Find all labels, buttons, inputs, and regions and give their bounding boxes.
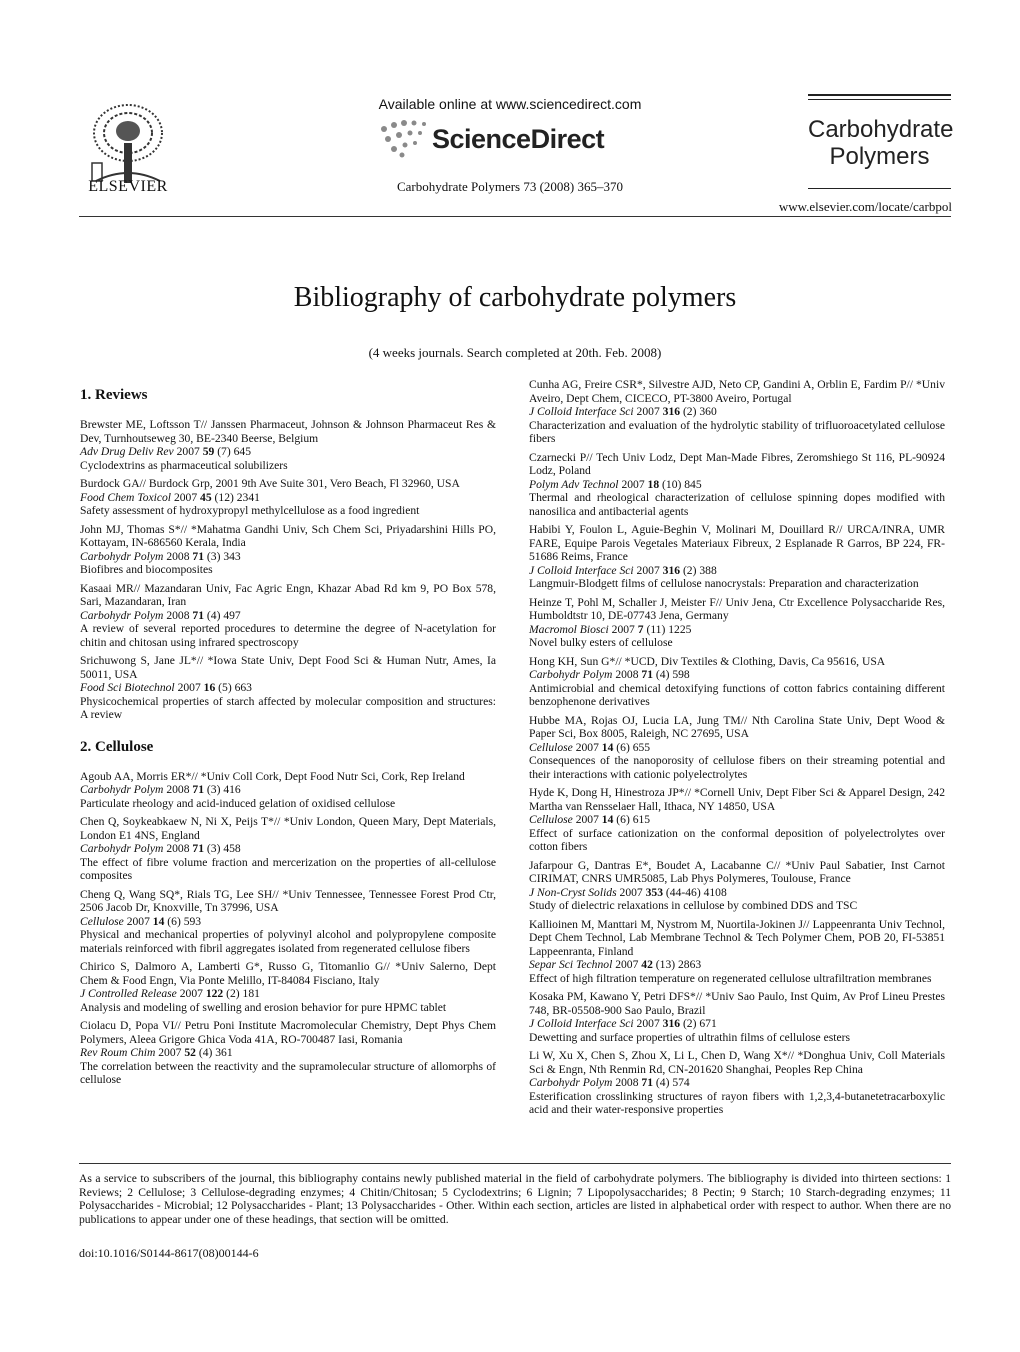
entry-title: Safety assessment of hydroxypropyl methylcellulose as a food ingredient [80, 504, 420, 517]
entry-pages: (10) 845 [662, 477, 702, 491]
bibliography-entry [529, 859, 945, 913]
footer-note: As a service to subscribers of the journal, this bibliography contains newly published material in the field of carbohydrate polymers. The bibliography is divided into thirteen sections: 1 Reviews; 2 Cellulose; 3 Cellulose-degrading enzymes; 4 Chitin/Chitosan; 5 Cyclodextrins; 6 Lignin; 7 Lipopolysaccharides; 8 Pectin; 9 Starch; 10 Starch-degrading enzymes; 11 Polysaccharides - Microbial; 12 Polysaccharides - Plant; 13 Polysaccharides - Other. Within each section, articles are listed in alphabetical order with respect to author. When there are no publications to appear under one of these headings, that section will be omitted. [79, 1172, 951, 1226]
entry-source[interactable] [80, 491, 496, 505]
entry-pages: (3) 416 [206, 783, 241, 796]
entry-pages: (2) 360 [682, 405, 717, 418]
entry-source[interactable] [529, 623, 945, 637]
entry-volume: 316 [662, 563, 681, 577]
entry-title: Effect of surface cationization on the conformal deposition of polyelectrolytes over cotton fibers [529, 826, 945, 853]
entry-source[interactable] [80, 783, 496, 797]
entry-volume: 45 [200, 490, 212, 504]
journal-url-link[interactable]: www.elsevier.com/locate/carbpol [778, 199, 952, 214]
bibliography-entry [80, 770, 496, 811]
entry-year: 2007 [575, 740, 599, 754]
bibliography-entry [529, 714, 945, 782]
journal-name-line1: Carbohydrate [808, 116, 954, 143]
journal-name-logo [808, 116, 954, 170]
entry-pages: (44-46) 4108 [665, 885, 727, 899]
entry-authors: Hubbe MA, Rojas OJ, Lucia LA, Jung TM// Nth Carolina State Univ, Dept Wood & Paper Sci, Box 8005, Raleigh, NC 27695, USA [529, 713, 945, 740]
reviews-entry-list [80, 418, 496, 722]
entry-volume: 14 [152, 914, 165, 928]
entry-journal: Cellulose [529, 740, 573, 754]
journal-citation: Carbohydrate Polymers 73 (2008) 365–370 [396, 179, 624, 194]
entry-source[interactable] [80, 550, 496, 564]
entry-volume: 59 [202, 445, 215, 458]
entry-authors: Heinze T, Pohl M, Schaller J, Meister F// Univ Jena, Ctr Excellence Polysaccharide Res, Humboldtstr 10, DE-07743 Jena, Germany [529, 595, 945, 622]
entry-journal: Carbohydr Polym [80, 842, 164, 855]
bibliography-entry [80, 888, 496, 956]
bibliography-entry [80, 477, 496, 518]
entry-volume: 353 [645, 885, 663, 899]
entry-journal: Rev Roum Chim [80, 1046, 156, 1059]
entry-pages: (4) 497 [206, 608, 241, 622]
entry-source[interactable] [529, 405, 945, 419]
entry-title: Thermal and rheological characterization of cellulose spinning dopes modified with nanosilica and antibacterial agents [529, 491, 945, 518]
entry-journal: Adv Drug Deliv Rev [80, 445, 174, 458]
entry-journal: Cellulose [529, 813, 573, 826]
entry-title: Particulate rheology and acid-induced gelation of oxidised cellulose [80, 796, 396, 810]
bibliography-entry [529, 655, 945, 709]
bibliography-entry [529, 451, 945, 519]
page-subtitle: (4 weeks journals. Search completed at 20th. Feb. 2008) [368, 345, 662, 360]
bibliography-entry [80, 418, 496, 472]
entry-authors: Burdock GA// Burdock Grp, 2001 9th Ave Suite 301, Vero Beach, Fl 32960, USA [80, 477, 460, 490]
footer-divider [79, 1163, 951, 1164]
entry-title: Consequences of the nanoporosity of cellulose fibers on their streaming potential and their interactions with cationic polyelectrolytes [529, 754, 945, 781]
entry-authors: Czarnecki P// Tech Univ Lodz, Dept Man-Made Fibres, Zeromshiego St 116, PL-90924 Lodz, Poland [529, 450, 945, 477]
entry-source[interactable] [529, 478, 945, 492]
bibliography-entry [80, 654, 496, 722]
entry-authors: Hyde K, Dong H, Hinestroza JP*// *Cornell Univ, Dept Fiber Sci & Apparel Design, 242 Martha van Rensselaer Hall, Ithaca, NY 14850, USA [529, 786, 945, 813]
entry-year: 2007 [621, 477, 645, 491]
entry-pages: (11) 1225 [646, 622, 692, 636]
entry-pages: (4) 361 [198, 1046, 233, 1059]
entry-authors: Cheng Q, Wang SQ*, Rials TG, Lee SH// *Univ Tennessee, Tennessee Forest Prod Ctr, 2506 Jacob Dr, Knoxville, Tn 37996, USA [80, 887, 496, 914]
entry-journal: Cellulose [80, 914, 124, 928]
entry-journal: Food Sci Biotechnol [80, 681, 175, 694]
entry-title: The correlation between the reactivity and the supramolecular structure of allomorphs of cellulose [80, 1059, 496, 1086]
entry-year: 2007 [636, 405, 660, 418]
entry-volume: 316 [662, 405, 681, 418]
entry-journal: J Colloid Interface Sci [529, 405, 634, 418]
entry-title: Biofibres and biocomposites [80, 563, 213, 576]
entry-authors: Chirico S, Dalmoro A, Lamberti G*, Russo G, Titomanlio G// *Univ Salerno, Dept Chem & Food Engn, Via Ponte Melillo, IT-84084 Fisciano, Italy [80, 960, 496, 987]
entry-authors: Kasaai MR// Mazandaran Univ, Fac Agric Engn, Khazar Abad Rd km 9, PO Box 578, Sari, Mazandaran, Iran [80, 581, 496, 608]
bibliography-entry [80, 523, 496, 577]
entry-authors: Li W, Xu X, Chen S, Zhou X, Li L, Chen D, Wang X*// *Donghua Univ, Coll Materials Sci & Engn, Nth Renmin Rd, CN-201620 Shanghai, Peoples Rep China [529, 1049, 945, 1076]
doi-link[interactable]: doi:10.1016/S0144-8617(08)00144-6 [79, 1246, 259, 1260]
entry-year: 2007 [636, 1017, 660, 1030]
bibliography-entry [529, 596, 945, 650]
available-online-text[interactable]: Available online at www.sciencedirect.com [378, 96, 642, 112]
entry-pages: (2) 671 [682, 1017, 717, 1030]
journal-box-rule [808, 99, 951, 100]
entry-authors: Jafarpour G, Dantras E*, Boudet A, Lacabanne C// *Univ Paul Sabatier, Inst Carnot CIRIMAT, CNRS UMR5085, Lab Phys Polymeres, Toulouse, France [529, 858, 945, 885]
publisher-logo-text: ELSEVIER [88, 178, 168, 195]
entry-title: Esterification crosslinking structures of rayon fibers with 1,2,3,4-butanetetracarboxylic acid and their water-responsive properties [529, 1089, 945, 1116]
entry-title: Dewetting and surface properties of ultrathin films of cellulose esters [529, 1030, 850, 1044]
cellulose-entry-list-left [80, 770, 496, 1087]
entry-year: 2007 [179, 987, 203, 1000]
entry-pages: (6) 593 [167, 914, 202, 928]
bibliography-entry [529, 786, 945, 854]
entry-source[interactable] [80, 445, 496, 459]
entry-source[interactable] [529, 813, 945, 827]
entry-title: Physicochemical properties of starch affected by molecular composition and structures: A review [80, 694, 496, 721]
entry-journal: J Controlled Release [80, 987, 177, 1000]
journal-name-line2: Polymers [829, 143, 930, 170]
entry-authors: Hong KH, Sun G*// *UCD, Div Textiles & Clothing, Davis, Ca 95616, USA [529, 654, 886, 668]
entry-year: 2007 [615, 958, 639, 971]
entry-year: 2007 [575, 813, 599, 826]
entry-title: Langmuir-Blodgett films of cellulose nanocrystals: Preparation and characterization [529, 577, 919, 590]
bibliography-entry [529, 918, 945, 986]
entry-authors: Chen Q, Soykeabkaew N, Ni X, Peijs T*// *Univ London, Queen Mary, Dept Materials, London E1 4NS, England [80, 815, 496, 842]
entry-volume: 18 [647, 477, 660, 491]
entry-pages: (3) 343 [206, 549, 241, 563]
entry-volume: 316 [662, 1017, 681, 1030]
entry-year: 2007 [177, 681, 201, 694]
entry-authors: Habibi Y, Foulon L, Aguie-Beghin V, Molinari M, Douillard R// URCA/INRA, UMR FARE, Equipe Parois Vegetales Materiaux Fibreux, 2 Esplanade R Garros, BP 224, FR-51686 Reims, France [529, 523, 945, 563]
entry-pages: (4) 598 [655, 668, 690, 681]
entry-source[interactable] [80, 915, 496, 929]
entry-pages: (6) 655 [616, 740, 651, 754]
entry-authors: Ciolacu D, Popa VI// Petru Poni Institute Macromolecular Chemistry, Dept Phys Chem Polymers, Aleea Grigore Ghica Voda 41A, RO-700487 Iasi, Romania [80, 1019, 496, 1046]
entry-volume: 71 [192, 549, 204, 563]
entry-source[interactable] [529, 958, 945, 972]
bibliography-entry [80, 582, 496, 650]
entry-source[interactable] [80, 609, 496, 623]
entry-volume: 42 [641, 958, 653, 971]
entry-authors: Kallioinen M, Manttari M, Nystrom M, Nuortila-Jokinen J// Lappeenranta Univ Technol, Dept Chem Technol, Lab Membrane Technol & Tech Polymer Chem, POB 20, FI-53851 Lappeenranta, Finland [529, 917, 945, 958]
entry-journal: Carbohydr Polym [80, 783, 164, 796]
entry-source[interactable] [529, 1076, 945, 1090]
left-column [80, 378, 496, 1092]
entry-authors: Cunha AG, Freire CSR*, Silvestre AJD, Neto CP, Gandini A, Orblin E, Fardim P// *Univ Aveiro, Dept Chem, CICECO, PT-3800 Aveiro, Portugal [529, 378, 945, 405]
page-title: Bibliography of carbohydrate polymers [293, 282, 737, 313]
bibliography-entry [80, 1019, 496, 1087]
entry-volume: 16 [203, 681, 216, 694]
entry-authors: Agoub AA, Morris ER*// *Univ Coll Cork, Dept Food Nutr Sci, Cork, Rep Ireland [80, 769, 465, 783]
entry-source[interactable] [80, 681, 496, 695]
entry-title: Effect of high filtration temperature on regenerated cellulose ultrafiltration membranes [529, 971, 932, 985]
entry-journal: Separ Sci Technol [529, 958, 613, 971]
entry-journal: J Non-Cryst Solids [529, 885, 617, 899]
entry-title: Study of dielectric relaxations in cellulose by combined DDS and TSC [529, 899, 858, 912]
entry-pages: (7) 645 [217, 445, 251, 458]
entry-title: Characterization and evaluation of the hydrolytic stability of trifluoroacetylated cellulose fibers [529, 418, 945, 445]
section-title-cellulose: 2. Cellulose [80, 738, 154, 755]
sciencedirect-logo-text: ScienceDirect [432, 124, 605, 154]
bibliography-entry [529, 990, 945, 1044]
entry-journal: Macromol Biosci [529, 622, 609, 636]
entry-pages: (3) 458 [206, 842, 241, 855]
entry-source[interactable] [80, 987, 496, 1001]
entry-source[interactable] [529, 886, 945, 900]
entry-year: 2007 [176, 445, 200, 458]
entry-volume: 71 [641, 668, 653, 681]
entry-authors: Brewster ME, Loftsson T// Janssen Pharmaceut, Johnson & Johnson Pharmaceut Res & Dev, Turnhoutseweg 30, BE-2340 Beerse, Belgium [80, 418, 496, 445]
entry-title: Physical and mechanical properties of polyvinyl alcohol and polypropylene composite materials reinforced with fibril aggregates isolated from regenerated cellulose fibers [80, 928, 496, 955]
entry-year: 2007 [619, 885, 643, 899]
entry-year: 2007 [611, 622, 635, 636]
entry-authors: Kosaka PM, Kawano Y, Petri DFS*// *Univ Sao Paulo, Inst Quim, Av Prof Lineu Prestes 748, BR-05508-900 Sao Paulo, Brazil [529, 990, 945, 1017]
cellulose-entry-list-right [529, 378, 945, 1117]
journal-box-rule [808, 188, 951, 189]
entry-title: Antimicrobial and chemical detoxifying functions of cotton fabrics containing different benzophenone derivatives [529, 681, 945, 708]
entry-year: 2008 [615, 668, 639, 681]
entry-journal: J Colloid Interface Sci [529, 1017, 634, 1030]
entry-source[interactable] [80, 842, 496, 856]
entry-volume: 71 [641, 1076, 653, 1089]
entry-source[interactable] [529, 564, 945, 578]
entry-source[interactable] [80, 1046, 496, 1060]
entry-journal: J Colloid Interface Sci [529, 563, 634, 577]
entry-volume: 52 [184, 1046, 196, 1059]
journal-box-rule [808, 94, 951, 96]
bibliography-entry [529, 523, 945, 591]
entry-title: Analysis and modeling of swelling and erosion behavior for pure HPMC tablet [80, 1000, 447, 1014]
entry-authors: Srichuwong S, Jane JL*// *Iowa State Univ, Dept Food Sci & Human Nutr, Ames, Ia 50011, USA [80, 654, 496, 681]
entry-pages: (2) 181 [226, 987, 260, 1000]
entry-pages: (13) 2863 [655, 958, 702, 971]
entry-volume: 7 [637, 622, 644, 636]
bibliography-entry [80, 960, 496, 1014]
right-column [529, 378, 945, 1122]
header-divider [79, 216, 951, 217]
entry-title: Cyclodextrins as pharmaceutical solubilizers [80, 458, 288, 472]
bibliography-entry [80, 815, 496, 883]
entry-year: 2007 [126, 914, 150, 928]
entry-pages: (12) 2341 [214, 490, 260, 504]
entry-journal: Carbohydr Polym [80, 608, 164, 622]
entry-year: 2007 [158, 1046, 182, 1059]
entry-year: 2008 [615, 1076, 639, 1089]
entry-volume: 71 [192, 783, 204, 796]
entry-year: 2007 [636, 563, 660, 577]
entry-year: 2008 [166, 842, 190, 855]
entry-source[interactable] [529, 741, 945, 755]
entry-title: A review of several reported procedures to determine the degree of N-acetylation for chitin and chitosan using infrared spectroscopy [80, 622, 496, 649]
entry-year: 2008 [166, 549, 190, 563]
bibliography-entry [529, 1049, 945, 1117]
entry-source[interactable] [529, 668, 945, 682]
entry-volume: 14 [601, 813, 614, 826]
entry-journal: Carbohydr Polym [529, 668, 613, 681]
entry-journal: Carbohydr Polym [80, 549, 164, 563]
entry-year: 2008 [166, 783, 190, 796]
entry-title: The effect of fibre volume fraction and mercerization on the properties of all-cellulose composites [80, 855, 496, 882]
entry-year: 2007 [173, 490, 198, 504]
entry-pages: (2) 388 [682, 563, 717, 577]
bibliography-entry [529, 378, 945, 446]
entry-journal: Carbohydr Polym [529, 1076, 613, 1089]
entry-authors: John MJ, Thomas S*// *Mahatma Gandhi Univ, Sch Chem Sci, Priyadarshini Hills PO, Kottayam, IN-686560 Kerala, India [80, 522, 496, 549]
entry-journal: Food Chem Toxicol [80, 490, 172, 504]
entry-pages: (5) 663 [218, 681, 252, 694]
entry-title: Novel bulky esters of cellulose [529, 636, 673, 649]
entry-source[interactable] [529, 1017, 945, 1031]
entry-year: 2008 [166, 608, 190, 622]
entry-volume: 71 [192, 608, 204, 622]
entry-journal: Polym Adv Technol [529, 477, 619, 491]
entry-volume: 71 [192, 842, 204, 855]
entry-pages: (6) 615 [616, 813, 651, 826]
entry-pages: (4) 574 [655, 1076, 690, 1089]
section-title-reviews: 1. Reviews [80, 387, 148, 403]
entry-volume: 122 [205, 987, 224, 1000]
entry-volume: 14 [601, 740, 614, 754]
